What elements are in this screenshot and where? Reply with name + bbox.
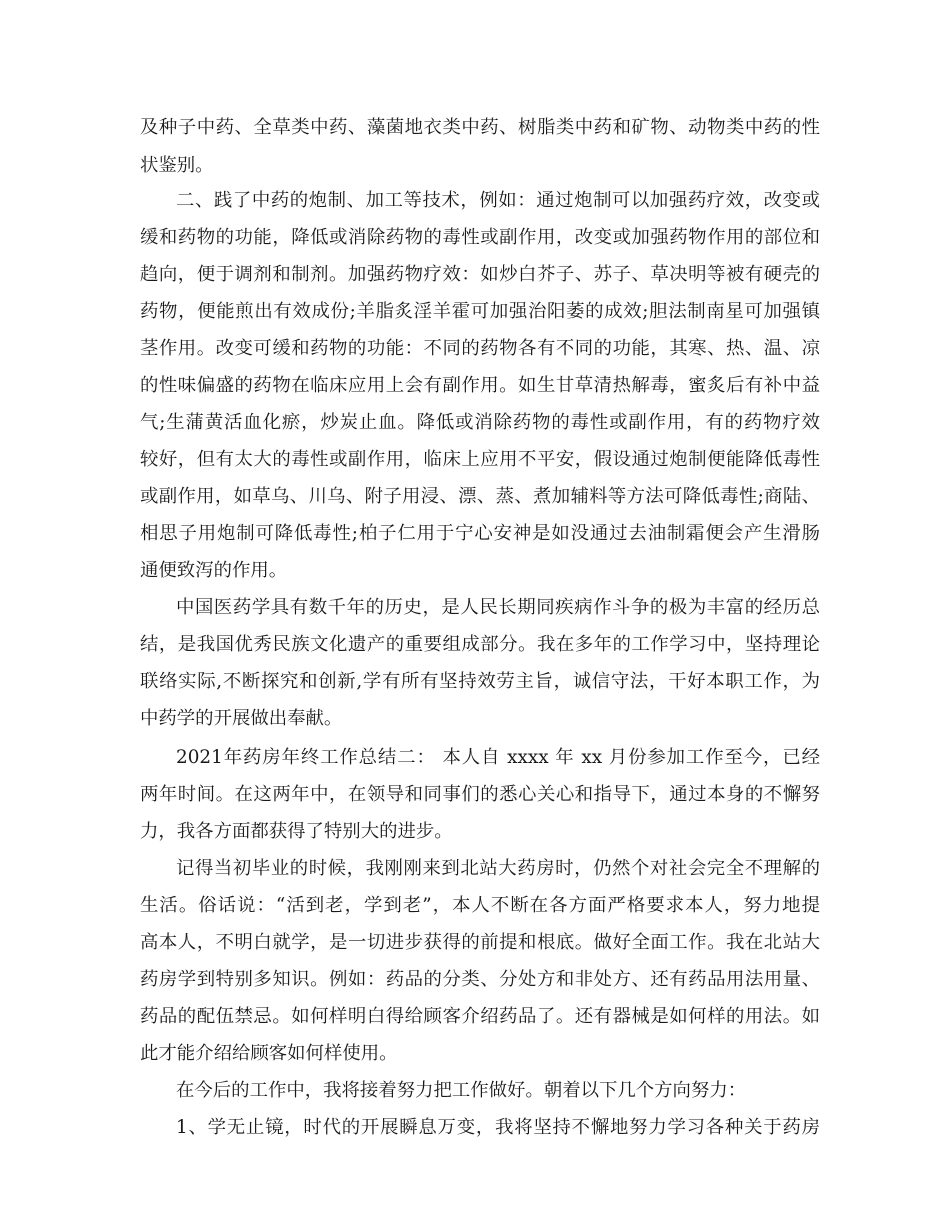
text-line: 气;生蒲黄活血化瘀，炒炭止血。降低或消除药物的毒性或副作用，有的药物疗效 <box>140 412 820 433</box>
text-line: 及种子中药、全草类中药、藻菌地衣类中药、树脂类中药和矿物、动物类中药的性 <box>140 117 820 138</box>
text-line: 高本人，不明白就学，是一切进步获得的前提和根底。做好全面工作。我在北站大 <box>140 932 820 953</box>
text-line: 1、学无止镜，时代的开展瞬息万变，我将坚持不懈地努力学习各种关于药房 <box>176 1117 820 1138</box>
text-line: 联络实际,不断探究和创新,学有所有坚持效劳主旨，诚信守法，干好本职工作，为 <box>140 671 820 692</box>
text-line: 中国医药学具有数千年的历史，是人民长期同疾病作斗争的极为丰富的经历总 <box>176 597 820 618</box>
text-line: 较好，但有太大的毒性或副作用，临床上应用不平安，假设通过炮制便能降低毒性 <box>140 449 820 470</box>
text-line: 二、践了中药的炮制、加工等技术，例如：通过炮制可以加强药疗效，改变或 <box>176 190 820 211</box>
text-line: 相思子用炮制可降低毒性;柏子仁用于宁心安神是如没通过去油制霜便会产生滑肠 <box>140 523 820 544</box>
text-line: 两年时间。在这两年中，在领导和同事们的悉心关心和指导下，通过本身的不懈努 <box>140 784 820 805</box>
text-line: 药物，便能煎出有效成份;羊脂炙淫羊霍可加强治阳萎的成效;胆法制南星可加强镇 <box>140 301 820 322</box>
text-line: 状鉴别。 <box>140 155 214 176</box>
text-line: 力，我各方面都获得了特别大的进步。 <box>140 821 453 842</box>
text-line: 生活。俗话说：“活到老，学到老”，本人不断在各方面严格要求本人，努力地提 <box>140 895 820 916</box>
text-line: 通便致泻的作用。 <box>140 560 288 581</box>
text-line: 药房学到特别多知识。例如：药品的分类、分处方和非处方、还有药品用法用量、 <box>140 969 820 990</box>
text-line: 在今后的工作中，我将接着努力把工作做好。朝着以下几个方向努力： <box>176 1080 747 1101</box>
text-line: 此才能介绍给顾客如何样使用。 <box>140 1043 398 1064</box>
text-line: 或副作用，如草乌、川乌、附子用浸、漂、蒸、煮加辅料等方法可降低毒性;商陆、 <box>140 486 820 507</box>
text-line: 结，是我国优秀民族文化遗产的重要组成部分。我在多年的工作学习中，坚持理论 <box>140 634 820 655</box>
text-line: 趋向，便于调剂和制剂。加强药物疗效：如炒白芥子、苏子、草决明等被有硬壳的 <box>140 264 820 285</box>
text-line: 2021年药房年终工作总结二： 本人自 xxxx 年 xx 月份参加工作至今，已经 <box>176 747 820 768</box>
text-line: 缓和药物的功能，降低或消除药物的毒性或副作用，改变或加强药物作用的部位和 <box>140 227 820 248</box>
text-line: 中药学的开展做出奉献。 <box>140 708 343 729</box>
text-line: 茎作用。改变可缓和药物的功能：不同的药物各有不同的功能，其寒、热、温、凉 <box>140 338 820 359</box>
text-line: 药品的配伍禁忌。如何样明白得给顾客介绍药品了。还有器械是如何样的用法。如 <box>140 1006 820 1027</box>
text-line: 的性味偏盛的药物在临床应用上会有副作用。如生甘草清热解毒，蜜炙后有补中益 <box>140 375 820 396</box>
text-line: 记得当初毕业的时候，我刚刚来到北站大药房时，仍然个对社会完全不理解的 <box>176 858 820 879</box>
